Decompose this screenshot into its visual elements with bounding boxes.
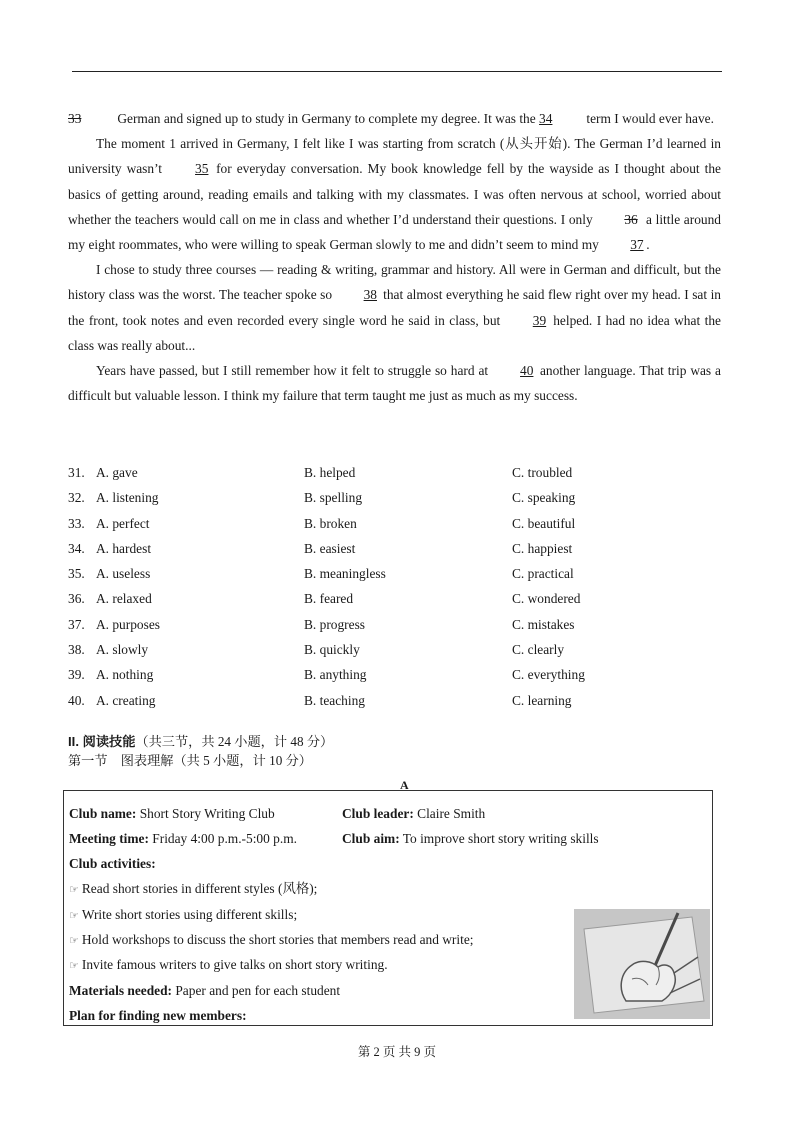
option-row	[68, 662, 728, 687]
question-number: 33.	[68, 515, 85, 531]
option-a[interactable]: A. relaxed	[96, 591, 152, 607]
passage-paragraph-4: Years have passed, but I still remember how it felt to struggle so hard at 40 another language. That trip was a difficult but valuable lesson. I think my failure that term taught me just as much as my success.	[68, 358, 721, 408]
option-c[interactable]: C. beautiful	[512, 515, 576, 531]
option-row	[68, 485, 728, 510]
pen-and-hand-icon	[574, 909, 710, 1019]
pointing-hand-icon: ☞	[69, 959, 79, 972]
question-number: 32.	[68, 490, 85, 506]
blank-40[interactable]: 40	[520, 363, 534, 379]
pointing-hand-icon: ☞	[69, 909, 79, 922]
option-c[interactable]: C. mistakes	[512, 616, 575, 632]
option-row	[68, 612, 728, 637]
option-b[interactable]: B. progress	[304, 616, 365, 632]
club-aim: Club aim: To improve short story writing skills	[342, 831, 599, 846]
option-c[interactable]: C. happiest	[512, 540, 573, 556]
option-b[interactable]: B. meaningless	[304, 566, 386, 582]
page-footer: 第 2 页 共 9 页	[357, 1045, 437, 1059]
club-leader: Club leader: Claire Smith	[342, 806, 486, 821]
option-a[interactable]: A. useless	[96, 566, 151, 582]
option-row	[68, 637, 728, 662]
option-a[interactable]: A. hardest	[96, 540, 152, 556]
pointing-hand-icon: ☞	[69, 934, 79, 947]
option-b[interactable]: B. quickly	[304, 642, 360, 658]
option-c[interactable]: C. everything	[512, 667, 585, 683]
passage-paragraph-3: I chose to study three courses — reading & writing, grammar and history. All were in German and difficult, but the history class was the worst. The teacher spoke so 38 that almost everything he said flew right over my head. I sat in the front, took notes and even recorded every single word he said in class, but 39 helped. I had no idea what the class was really about...	[68, 262, 722, 353]
option-b[interactable]: B. broken	[304, 515, 357, 531]
option-row	[68, 511, 728, 536]
materials-needed: Materials needed: Paper and pen for each student	[69, 983, 341, 998]
member-plan: Plan for finding new members:	[69, 1008, 247, 1023]
activities-heading: Club activities:	[69, 856, 156, 871]
cloze-passage	[68, 106, 721, 408]
blank-34[interactable]: 34	[539, 111, 553, 126]
option-row	[68, 688, 728, 713]
option-row	[68, 586, 728, 611]
option-row	[68, 561, 728, 586]
pointing-hand-icon: ☞	[69, 883, 79, 896]
club-info-box	[63, 790, 713, 1026]
question-number: 37.	[68, 616, 85, 632]
option-a[interactable]: A. creating	[96, 692, 156, 708]
option-b[interactable]: B. anything	[304, 667, 367, 683]
section-subtitle: 第一节 图表理解（共 5 小题，计 10 分）	[68, 753, 312, 768]
section-title: II. 阅读技能（共三节，共 24 小题，计 48 分）	[68, 734, 334, 749]
question-number: 36.	[68, 591, 85, 607]
question-number: 35.	[68, 566, 85, 582]
activity-item: ☞ Read short stories in different styles (风格);	[69, 881, 318, 896]
blank-36[interactable]: 36	[624, 211, 638, 227]
option-a[interactable]: A. nothing	[96, 667, 154, 683]
option-a[interactable]: A. listening	[96, 490, 159, 506]
passage-label: A	[400, 778, 409, 792]
blank-35[interactable]: 35	[195, 161, 209, 177]
writing-hand-illustration	[574, 909, 710, 1019]
option-c[interactable]: C. wondered	[512, 591, 581, 607]
blank-38[interactable]: 38	[363, 287, 377, 303]
option-a[interactable]: A. slowly	[96, 642, 149, 658]
option-b[interactable]: B. helped	[304, 465, 356, 480]
activity-item: ☞ Hold workshops to discuss the short stories that members read and write;	[69, 932, 474, 947]
question-number: 34.	[68, 540, 85, 556]
option-b[interactable]: B. teaching	[304, 692, 365, 708]
option-c[interactable]: C. troubled	[512, 465, 573, 480]
answer-options	[68, 460, 728, 713]
blank-37[interactable]: 37	[630, 237, 644, 253]
option-a[interactable]: A. purposes	[96, 616, 160, 632]
option-c[interactable]: C. clearly	[512, 642, 565, 658]
option-a[interactable]: A. perfect	[96, 515, 150, 531]
question-number: 31.	[68, 465, 85, 480]
option-b[interactable]: B. easiest	[304, 540, 356, 556]
question-number: 39.	[68, 667, 85, 683]
option-row	[68, 460, 728, 485]
option-c[interactable]: C. learning	[512, 692, 572, 708]
question-number: 40.	[68, 692, 85, 708]
meeting-time: Meeting time: Friday 4:00 p.m.-5:00 p.m.	[69, 831, 297, 846]
option-b[interactable]: B. spelling	[304, 490, 363, 506]
header-rule	[72, 71, 722, 72]
option-row	[68, 536, 728, 561]
passage-paragraph-1: 33 German and signed up to study in Germany to complete my degree. It was the 34 term I would ever have.	[68, 106, 721, 131]
activity-item: ☞ Write short stories using different skills;	[69, 907, 298, 922]
activity-item: ☞ Invite famous writers to give talks on short story writing.	[69, 957, 388, 972]
passage-paragraph-2: The moment 1 arrived in Germany, I felt like I was starting from scratch (从头开始). The German I’d learned in university wasn’t 35 for everyday conversation. My book knowledge fell by the wayside as I thought about the basics of getting around, reading emails and talking with my classmates. I was often nervous at school, worried about whether the teachers would call on me in class and whether I’d understand their questions. I only 36 a little around my eight roommates, who were willing to speak German slowly to me and didn’t seem to mind my 37 .	[68, 131, 721, 257]
option-b[interactable]: B. feared	[304, 591, 354, 607]
option-a[interactable]: A. gave	[96, 465, 138, 480]
blank-39[interactable]: 39	[532, 312, 547, 328]
club-name: Club name: Short Story Writing Club	[69, 806, 275, 821]
option-c[interactable]: C. practical	[512, 566, 574, 582]
option-c[interactable]: C. speaking	[512, 490, 576, 506]
question-number: 38.	[68, 642, 85, 658]
blank-33[interactable]: 33	[68, 111, 82, 126]
